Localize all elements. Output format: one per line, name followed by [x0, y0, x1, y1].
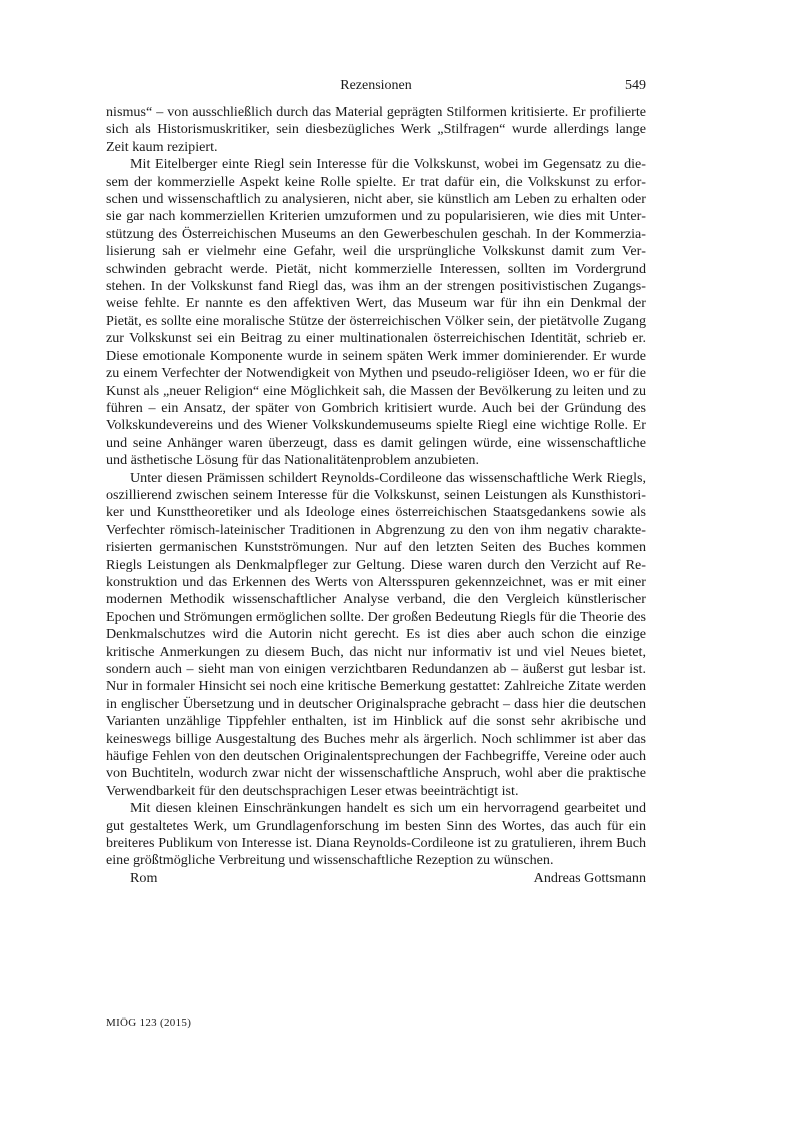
- running-head: [106, 78, 646, 96]
- page-number: 549: [625, 78, 646, 93]
- signature-line: [106, 870, 646, 887]
- signature-author: Andreas Gottsmann: [533, 869, 646, 886]
- signature-place: Rom: [130, 869, 158, 886]
- review-body: [106, 104, 646, 887]
- paragraph: Mit Eitelberger einte Riegl sein Interesse für die Volkskunst, wobei im Gegensatz zu diesem der kommerzielle Aspekt keine Rolle spielte. Er trat dafür ein, die Volkskunst zu erforschen und wissenschaftlich zu analysieren, nicht aber, sie künstlich am Leben zu erhalten oder sie gar nach kommerziellen Kriterien umzuformen und zu popularisieren, wie dies mit Unterstützung des Österreichischen Museums an den Gewerbeschulen geschah. In der Kommerzialisierung sah er vielmehr eine Gefahr, weil die ursprüngliche Volkskunst damit zum Verschwinden gebracht werde. Pietät, nicht kommerzielle Interessen, sollten im Vordergrund stehen. In der Volkskunst fand Riegl das, was ihm an der strengen positivistischen Zugangsweise fehlte. Er nannte es den affektiven Wert, das Museum war für ihn ein Denkmal der Pietät, es sollte eine moralische Stütze der österreichischen Völker sein, der pietätvolle Zugang zur Volkskunst sei ein Beitrag zu einer multinationalen österreichischen Identität, schrieb er. Diese emotionale Komponente wurde in seinem späten Werk immer dominierender. Er wurde zu einem Verfechter der Notwendigkeit von Mythen und pseudo-religiöser Ideen, wo er für die Kunst als „neuer Religion“ eine Möglichkeit sah, die Massen der Bevölkerung zu leiten und zu führen – ein Ansatz, der später von Gombrich kritisiert wurde. Auch bei der Gründung des Volkskundevereins und des Wiener Volkskundemuseums spielte Riegl eine wichtige Rolle. Er und seine Anhänger waren überzeugt, dass es damit gelingen würde, eine wissenschaftliche und ästhetische Lösung für das Nationalitätenproblem anzubieten.: [106, 156, 646, 469]
- journal-footer: MIÖG 123 (2015): [106, 1017, 192, 1029]
- running-head-title: Rezensionen: [340, 78, 412, 93]
- paragraph: Unter diesen Prämissen schildert Reynolds-Cordileone das wissenschaftliche Werk Riegls, oszillierend zwischen seinem Interesse für die Volkskunst, seinen Leistungen als Kunsthistoriker und Kunsttheoretiker und als Ideologe eines österreichischen Staatsgedankens sowie als Verfechter römisch-lateinischer Traditionen in Abgrenzung zu den von ihm negativ charakterisierten germanischen Kunstströmungen. Nur auf den letzten Seiten des Buches kommen Riegls Leistungen als Denkmalpfleger zur Geltung. Diese waren durch den Verzicht auf Rekonstruktion und das Erkennen des Werts von Altersspuren gekennzeichnet, was er mit einer modernen Methodik wissenschaftlicher Analyse verband, die den Vergleich künstlerischer Epochen und Strömungen ermöglichen sollte. Der großen Bedeutung Riegls für die Theorie des Denkmalschutzes wird die Autorin nicht gerecht. Es ist dies aber auch schon die einzige kritische Anmerkungen zu diesem Buch, das nicht nur informativ ist und viel Neues bietet, sondern auch – sieht man von einigen verzichtbaren Redundanzen ab – äußerst gut lesbar ist. Nur in formaler Hinsicht sei noch eine kritische Bemerkung gestattet: Zahlreiche Zitate werden in englischer Übersetzung und in deutscher Originalsprache gebracht – dass hier die deutschen Varianten unzählige Tippfehler enthalten, ist im Hinblick auf die sonst sehr akribische und keineswegs billige Ausgestaltung des Buches mehr als ärgerlich. Noch schlimmer ist aber das häufige Fehlen von den deutschen Originalentsprechungen der Fachbegriffe, Vereine oder auch von Buchtiteln, wodurch zwar nicht der wissenschaftliche Anspruch, wohl aber die praktische Verwendbarkeit für den deutschsprachigen Leser etwas beeinträchtigt ist.: [106, 469, 646, 799]
- paragraph-continuation: nismus“ – von ausschließlich durch das Material geprägten Stilformen kritisierte. Er profilierte sich als Historismuskritiker, sein diesbezügliches Werk „Stilfragen“ wurde allerdings lange Zeit kaum rezipiert.: [106, 104, 646, 155]
- paragraph: Mit diesen kleinen Einschränkungen handelt es sich um ein hervorragend gearbeitet und gut gestaltetes Werk, um Grundlagenforschung im besten Sinn des Wortes, das auch für ein breiteres Publikum von Interesse ist. Diana Reynolds-Cordileone ist zu gratulieren, ihrem Buch eine größtmögliche Verbreitung und wissenschaftliche Rezeption zu wünschen.: [106, 800, 646, 869]
